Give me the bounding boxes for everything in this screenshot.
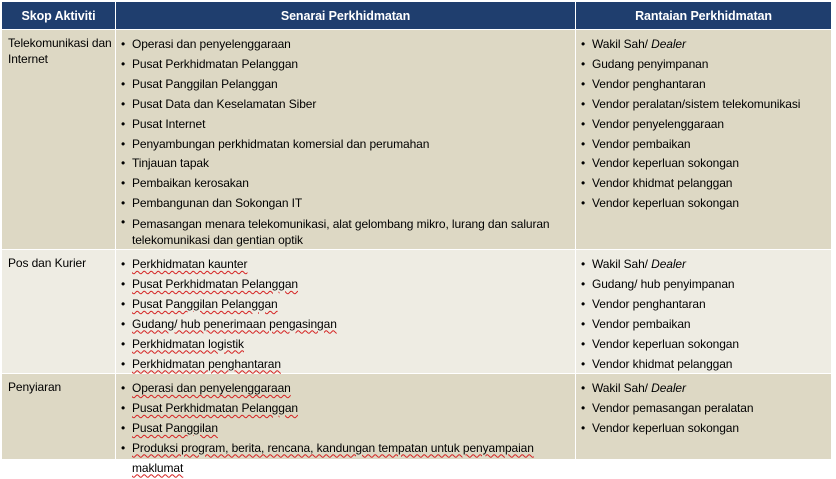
- services-list: [116, 255, 575, 374]
- list-item-text: Pusat Perkhidmatan Pelanggan: [132, 276, 298, 291]
- services-cell: [116, 374, 576, 475]
- list-item-text: Perkhidmatan kaunter: [132, 257, 248, 271]
- chain-text: Wakil Sah/: [592, 257, 652, 271]
- services-list: [116, 35, 575, 248]
- list-item: • Pusat Internet: [121, 115, 575, 135]
- list-item: • Vendor penyelenggaraan: [581, 115, 831, 135]
- scope-cell: Telekomunikasi dan Internet: [2, 30, 116, 249]
- list-item: • Vendor pemasangan peralatan: [581, 399, 831, 419]
- list-item: [121, 419, 575, 439]
- table-row-telekomunikasi: [2, 29, 831, 249]
- list-item: [581, 35, 831, 55]
- list-item-text: Operasi dan penyelenggaraan: [132, 381, 291, 395]
- list-item: • Operasi dan penyelenggaraan: [121, 35, 575, 55]
- list-item-text: Perkhidmatan penghantaran: [132, 356, 281, 371]
- list-item: • Vendor keperluan sokongan: [581, 194, 831, 214]
- chain-cell: [576, 374, 831, 459]
- list-item: • Pusat Perkhidmatan Pelanggan: [121, 55, 575, 75]
- list-item: [581, 255, 831, 275]
- list-item: • Pembaikan kerosakan: [121, 174, 575, 194]
- services-list: [116, 379, 575, 479]
- list-item-text: Pusat Panggilan: [132, 420, 218, 435]
- list-item: [581, 379, 831, 399]
- list-item: • Tinjauan tapak: [121, 154, 575, 174]
- list-item: • Penyambungan perkhidmatan komersial dan perumahan: [121, 135, 575, 155]
- scope-cell: Pos dan Kurier: [2, 250, 116, 373]
- list-item: • Vendor pembaikan: [581, 135, 831, 155]
- chain-cell: [576, 250, 831, 373]
- table-header: [2, 2, 831, 29]
- chain-italic: Dealer: [651, 37, 686, 51]
- chain-text: Wakil Sah/: [592, 381, 652, 395]
- list-item: [121, 439, 575, 479]
- list-item: • Gudang/ hub penyimpanan: [581, 275, 831, 295]
- list-item: • Vendor penghantaran: [581, 295, 831, 315]
- chain-text: Wakil Sah/: [592, 37, 652, 51]
- services-table: [2, 2, 831, 475]
- list-item: [121, 255, 575, 275]
- services-cell: [116, 250, 576, 373]
- chain-cell: [576, 30, 831, 249]
- list-item: [121, 355, 575, 375]
- table-row-pos-kurier: [2, 249, 831, 373]
- chain-list: [576, 379, 831, 439]
- chain-list: [576, 35, 831, 214]
- list-item: • Vendor pembaikan: [581, 315, 831, 335]
- list-item-text: Perkhidmatan logistik: [132, 336, 244, 351]
- list-item-text: Gudang/ hub penerimaan pengasingan: [132, 316, 337, 331]
- list-item-text: Produksi program, berita, rencana, kandungan tempatan untuk penyampaian maklumat: [132, 440, 534, 475]
- services-cell: [116, 30, 576, 249]
- list-item: • Pusat Panggilan Pelanggan: [121, 75, 575, 95]
- scope-cell: Penyiaran: [2, 374, 116, 459]
- list-item: [121, 379, 575, 399]
- list-item: [121, 275, 575, 295]
- list-item: • Gudang penyimpanan: [581, 55, 831, 75]
- list-item: • Pusat Data dan Keselamatan Siber: [121, 95, 575, 115]
- list-item: • Vendor keperluan sokongan: [581, 335, 831, 355]
- chain-italic: Dealer: [651, 257, 686, 271]
- list-item: • Pembangunan dan Sokongan IT: [121, 194, 575, 214]
- list-item-text: Pusat Panggilan Pelanggan: [132, 296, 278, 311]
- list-item-text: Pusat Perkhidmatan Pelanggan: [132, 400, 298, 415]
- chain-italic: Dealer: [651, 381, 686, 395]
- header-scope: Skop Aktiviti: [2, 2, 116, 29]
- list-item: • Vendor khidmat pelanggan: [581, 174, 831, 194]
- list-item: • Vendor penghantaran: [581, 75, 831, 95]
- table-row-penyiaran: [2, 373, 831, 475]
- list-item: [121, 335, 575, 355]
- list-item: [121, 315, 575, 335]
- chain-list: [576, 255, 831, 374]
- list-item: • Vendor keperluan sokongan: [581, 419, 831, 439]
- list-item: [121, 399, 575, 419]
- header-chain: Rantaian Perkhidmatan: [635, 8, 772, 23]
- list-item: • Pemasangan menara telekomunikasi, alat gelombang mikro, lurang dan saluran telekomunikasi dan gentian optik: [121, 214, 575, 248]
- header-services: Senarai Perkhidmatan: [116, 2, 576, 29]
- list-item: • Vendor keperluan sokongan: [581, 154, 831, 174]
- list-item: • Vendor peralatan/sistem telekomunikasi: [581, 95, 831, 115]
- list-item: • Vendor khidmat pelanggan: [581, 355, 831, 375]
- list-item: [121, 295, 575, 315]
